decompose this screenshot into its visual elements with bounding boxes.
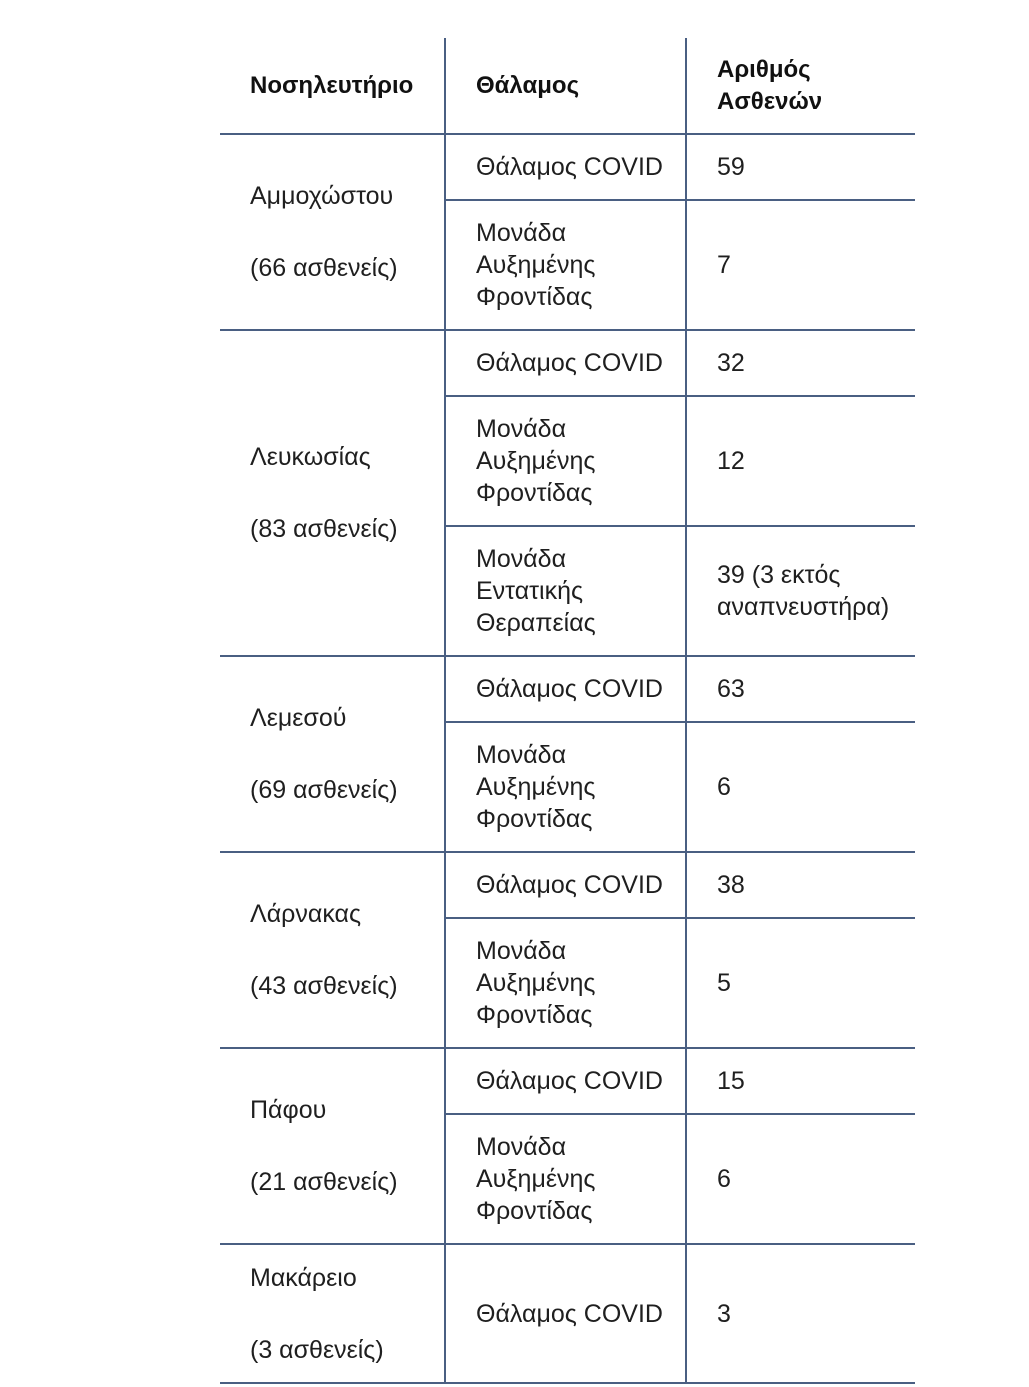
patient-count-cell xyxy=(686,200,915,330)
patient-count-cell xyxy=(686,1114,915,1244)
patient-count: 59 xyxy=(717,153,745,181)
patient-count: 38 xyxy=(717,871,745,899)
hospital-name: Μακάρειο xyxy=(250,1263,357,1292)
ward-cell xyxy=(445,1048,686,1114)
hospital-name: Αμμοχώστου xyxy=(250,182,394,210)
ward-name: Μονάδα Αυξημένης Φροντίδας xyxy=(476,741,596,833)
ward-name: Μονάδα Εντατικής Θεραπείας xyxy=(476,545,596,637)
table-row xyxy=(220,1244,915,1383)
hospital-cell xyxy=(220,1244,445,1383)
ward-name: Θάλαμος COVID xyxy=(476,1067,663,1095)
table-body xyxy=(220,134,915,1383)
hospital-total-patients: (21 ασθενείς) xyxy=(250,1168,398,1196)
patient-count-cell xyxy=(686,526,915,656)
ward-cell xyxy=(445,722,686,852)
hospital-spacer xyxy=(250,1126,444,1166)
ward-name: Θάλαμος COVID xyxy=(476,153,663,181)
patient-count: 6 xyxy=(717,1165,731,1193)
hospital-total-patients: (3 ασθενείς) xyxy=(250,1335,384,1364)
patient-count: 5 xyxy=(717,969,731,997)
hospital-name: Λάρνακας xyxy=(250,900,362,928)
hospital-name: Λευκωσίας xyxy=(250,443,371,471)
ward-cell xyxy=(445,396,686,526)
table-row xyxy=(220,330,915,396)
patient-count-cell xyxy=(686,852,915,918)
hospital-cell xyxy=(220,1048,445,1244)
ward-cell xyxy=(445,852,686,918)
ward-cell xyxy=(445,1244,686,1383)
hospital-spacer xyxy=(250,1294,444,1334)
patient-count-cell xyxy=(686,134,915,200)
hospital-cell xyxy=(220,656,445,852)
patient-count-cell xyxy=(686,1244,915,1383)
hospital-cell xyxy=(220,134,445,330)
patient-count: 3 xyxy=(717,1299,731,1328)
patient-count-cell xyxy=(686,656,915,722)
patient-count: 39 (3 εκτός αναπνευστήρα) xyxy=(717,561,890,621)
hospital-cell xyxy=(220,852,445,1048)
hospital-name: Λεμεσού xyxy=(250,704,347,732)
ward-cell xyxy=(445,526,686,656)
ward-cell xyxy=(445,134,686,200)
ward-name: Μονάδα Αυξημένης Φροντίδας xyxy=(476,937,596,1029)
patient-count-cell xyxy=(686,918,915,1048)
table-row xyxy=(220,1048,915,1114)
header-hospital: Νοσηλευτήριο xyxy=(220,38,445,134)
header-ward: Θάλαμος xyxy=(445,38,686,134)
hospital-name: Πάφου xyxy=(250,1096,327,1124)
ward-name: Θάλαμος COVID xyxy=(476,349,663,377)
ward-name: Θάλαμος COVID xyxy=(476,675,663,703)
hospital-spacer xyxy=(250,930,444,970)
ward-cell xyxy=(445,918,686,1048)
ward-name: Μονάδα Αυξημένης Φροντίδας xyxy=(476,1133,596,1225)
patient-count: 6 xyxy=(717,773,731,801)
patient-count-cell xyxy=(686,396,915,526)
hospital-cell xyxy=(220,330,445,656)
ward-name: Θάλαμος COVID xyxy=(476,871,663,899)
hospital-spacer xyxy=(250,212,444,252)
patient-count-cell xyxy=(686,1048,915,1114)
patient-count: 32 xyxy=(717,349,745,377)
hospital-total-patients: (66 ασθενείς) xyxy=(250,254,398,282)
hospital-census-table xyxy=(220,38,915,1384)
ward-cell xyxy=(445,1114,686,1244)
hospital-total-patients: (83 ασθενείς) xyxy=(250,515,398,543)
table-header-row xyxy=(220,38,915,134)
table-row xyxy=(220,852,915,918)
patient-count-cell xyxy=(686,722,915,852)
table-row xyxy=(220,134,915,200)
patient-count: 63 xyxy=(717,675,745,703)
header-patients-text: Αριθμός Ασθενών xyxy=(717,55,823,115)
ward-name: Μονάδα Αυξημένης Φροντίδας xyxy=(476,219,596,311)
patient-count: 7 xyxy=(717,251,731,279)
header-patients xyxy=(686,38,915,134)
patient-count-cell xyxy=(686,330,915,396)
patient-count: 15 xyxy=(717,1067,745,1095)
ward-name: Θάλαμος COVID xyxy=(476,1299,663,1328)
ward-cell xyxy=(445,656,686,722)
hospital-total-patients: (43 ασθενείς) xyxy=(250,972,398,1000)
ward-name: Μονάδα Αυξημένης Φροντίδας xyxy=(476,415,596,507)
ward-cell xyxy=(445,330,686,396)
patient-count: 12 xyxy=(717,447,745,475)
ward-cell xyxy=(445,200,686,330)
hospital-total-patients: (69 ασθενείς) xyxy=(250,776,398,804)
hospital-spacer xyxy=(250,734,444,774)
hospital-spacer xyxy=(250,473,444,513)
table-row xyxy=(220,656,915,722)
